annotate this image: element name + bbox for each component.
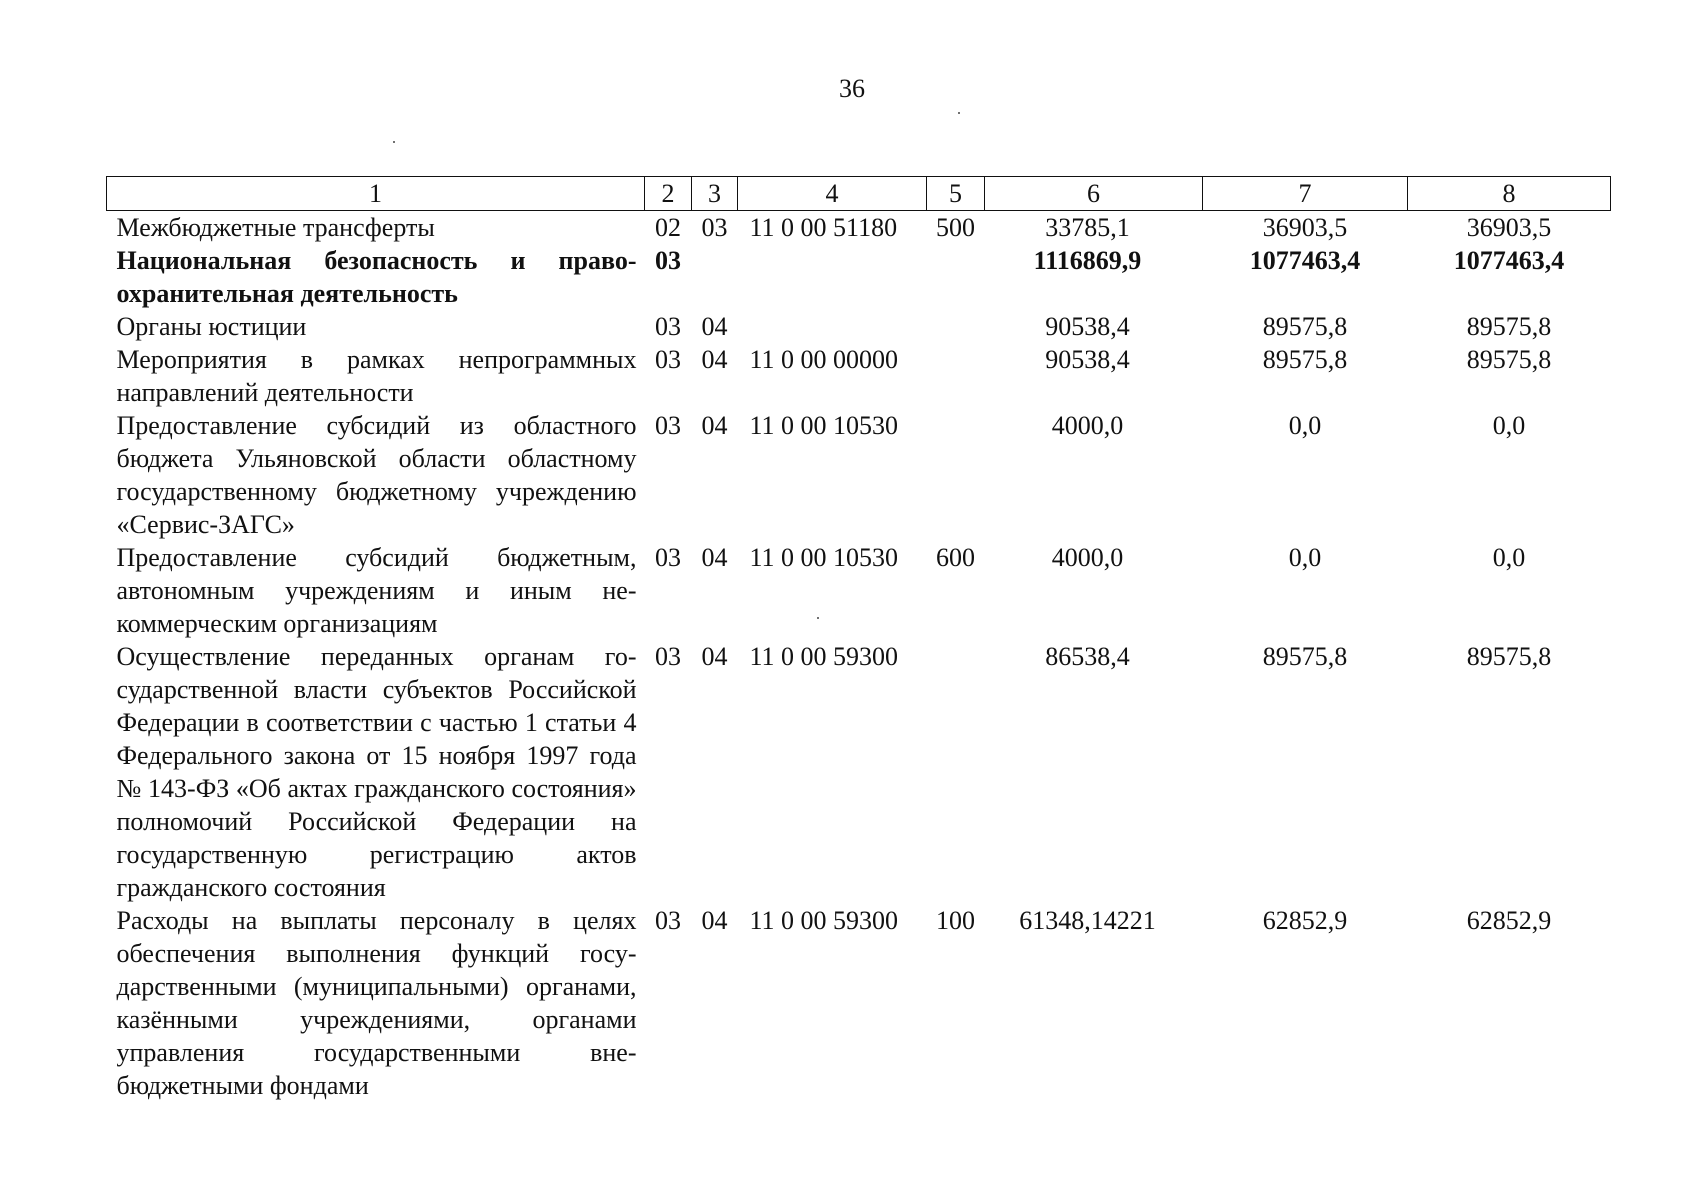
expense-name: Мероприятия в рамках непрограммных направлений деятельности [116, 345, 637, 407]
section-code: 03 [655, 642, 681, 671]
section-code: 03 [655, 411, 681, 440]
amount-year-1: 90538,4 [1045, 345, 1130, 374]
expense-type-code [927, 640, 985, 904]
column-header: 5 [927, 177, 985, 211]
page-number: 36 [839, 74, 865, 103]
amount-year-2: 89575,8 [1262, 312, 1348, 341]
column-number-header-row [107, 177, 1611, 211]
budget-table [106, 176, 1611, 1102]
target-article-code [738, 244, 927, 310]
table-row [107, 310, 1611, 343]
expense-type-code [927, 310, 985, 343]
section-code: 02 [655, 213, 681, 242]
amount-year-2: 1077463,4 [1249, 246, 1361, 275]
target-article-code: 11 0 00 59300 [749, 906, 899, 935]
column-header: 1 [107, 177, 645, 211]
target-article-code: 11 0 00 10530 [749, 543, 899, 572]
section-code: 03 [655, 246, 681, 275]
amount-year-2: 0,0 [1288, 543, 1322, 572]
table-row [107, 343, 1611, 409]
amount-year-1: 4000,0 [1051, 543, 1124, 572]
table-row [107, 904, 1611, 1102]
target-article-code: 11 0 00 59300 [749, 642, 899, 671]
table-row [107, 244, 1611, 310]
amount-year-2: 36903,5 [1262, 213, 1348, 242]
amount-year-3: 89575,8 [1466, 642, 1552, 671]
column-header: 6 [985, 177, 1203, 211]
section-code: 03 [655, 345, 681, 374]
subsection-code [692, 244, 738, 310]
amount-year-1: 33785,1 [1045, 213, 1130, 242]
section-code: 03 [655, 906, 681, 935]
amount-year-1: 1116869,9 [1033, 246, 1142, 275]
amount-year-3: 36903,5 [1466, 213, 1552, 242]
expense-name: Предоставление субсидий из областного бюджета Ульяновской области областному государственному бюджетному учреждению «Сервис-ЗАГС» [116, 411, 637, 539]
expense-name: Органы юстиции [116, 312, 307, 341]
amount-year-1: 86538,4 [1045, 642, 1130, 671]
column-header: 2 [645, 177, 692, 211]
column-header: 7 [1203, 177, 1408, 211]
expense-type-code [927, 343, 985, 409]
column-header: 8 [1408, 177, 1611, 211]
subsection-code: 04 [701, 906, 728, 935]
subsection-code: 04 [701, 411, 728, 440]
expense-name: Расходы на выплаты персоналу в целях обеспечения выполнения функций государственными (муниципальными) органами, казёнными учреждениями, органами управления государственными внебюджетными фондами [116, 906, 637, 1100]
table-row [107, 211, 1611, 245]
section-code: 03 [655, 543, 681, 572]
target-article-code: 11 0 00 51180 [749, 213, 898, 242]
scan-speck [958, 112, 960, 114]
expense-type-code [927, 244, 985, 310]
subsection-code: 04 [701, 642, 728, 671]
section-code: 03 [655, 312, 681, 341]
amount-year-1: 90538,4 [1045, 312, 1130, 341]
subsection-code: 04 [701, 543, 728, 572]
amount-year-3: 89575,8 [1466, 345, 1552, 374]
amount-year-2: 89575,8 [1262, 345, 1348, 374]
table-body [107, 211, 1611, 1103]
subsection-code: 03 [701, 213, 728, 242]
expense-type-code: 100 [936, 906, 975, 935]
expense-name: Межбюджетные трансферты [116, 213, 435, 242]
amount-year-3: 1077463,4 [1453, 246, 1565, 275]
expense-type-code [927, 409, 985, 541]
amount-year-2: 62852,9 [1262, 906, 1348, 935]
scan-speck [393, 141, 395, 143]
expense-name: Осуществление переданных органам государственной власти субъектов Российской Федерации в соответствии с частью 1 статьи 4 Федерального закона от 15 ноября 1997 года № 143-ФЗ «Об актах гражданского состояния» полномочий Российской Федерации на государственную регистрацию актов гражданского состояния [116, 642, 637, 902]
amount-year-1: 61348,14221 [1019, 906, 1156, 935]
amount-year-3: 62852,9 [1466, 906, 1552, 935]
column-header: 3 [692, 177, 738, 211]
column-header: 4 [738, 177, 927, 211]
target-article-code: 11 0 00 10530 [749, 411, 899, 440]
target-article-code: 11 0 00 00000 [749, 345, 899, 374]
subsection-code: 04 [701, 312, 728, 341]
amount-year-3: 0,0 [1492, 543, 1526, 572]
table-row [107, 409, 1611, 541]
amount-year-3: 0,0 [1492, 411, 1526, 440]
table-row [107, 541, 1611, 640]
subsection-code: 04 [701, 345, 728, 374]
expense-type-code: 600 [936, 543, 975, 572]
amount-year-1: 4000,0 [1051, 411, 1124, 440]
table-row [107, 640, 1611, 904]
expense-type-code: 500 [936, 213, 975, 242]
expense-name: Предоставление субсидий бюджетным, автономным учреждениям и иным некоммерческим организациям [116, 543, 637, 638]
expense-name: Национальная безопасность и правоохранительная деятельность [116, 246, 637, 308]
amount-year-2: 0,0 [1288, 411, 1322, 440]
amount-year-3: 89575,8 [1466, 312, 1552, 341]
target-article-code [738, 310, 927, 343]
amount-year-2: 89575,8 [1262, 642, 1348, 671]
